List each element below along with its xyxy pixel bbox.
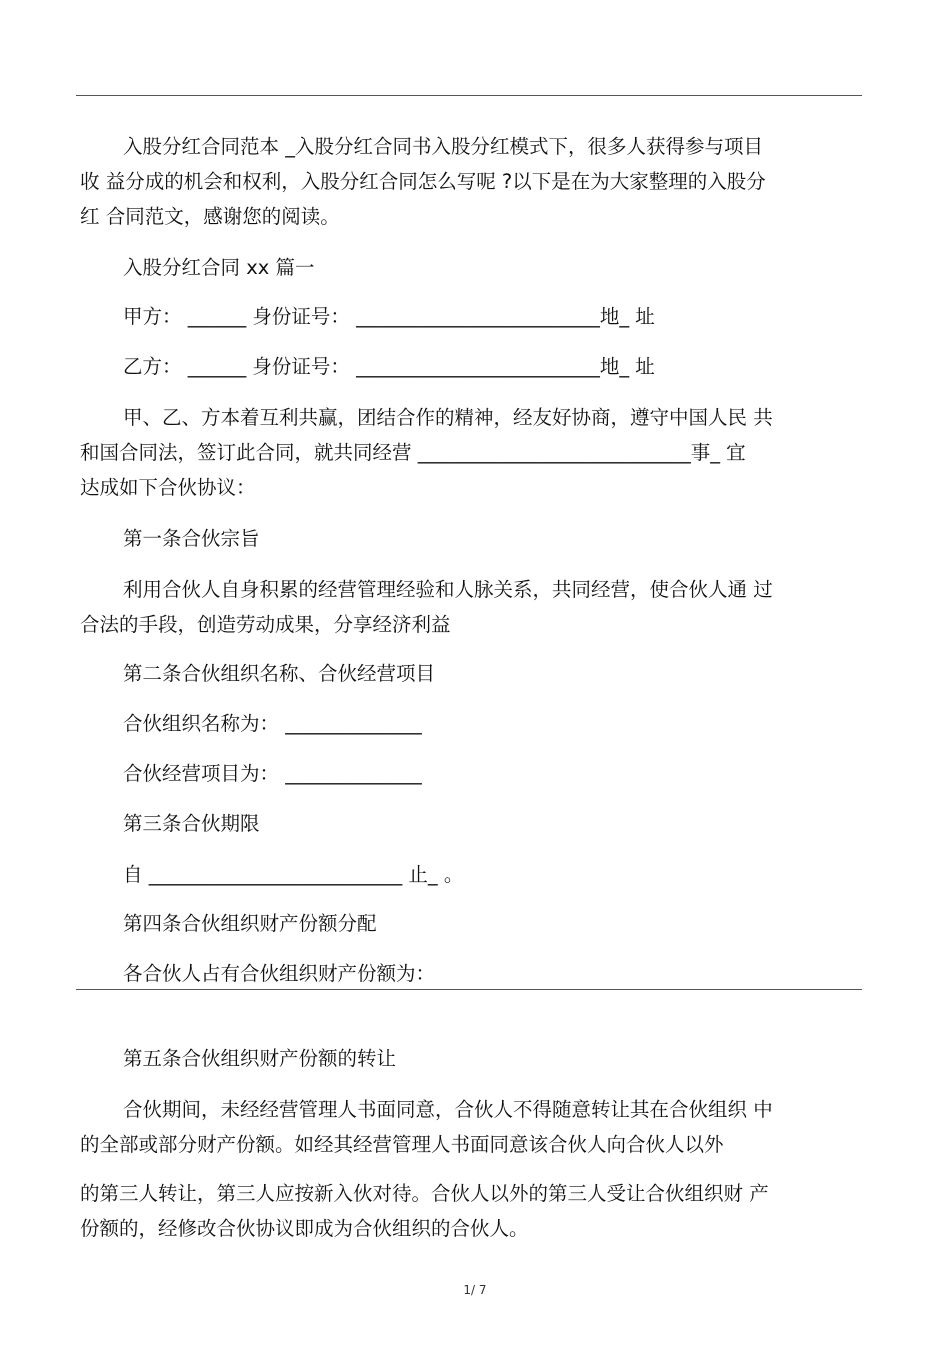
text-line: 的全部或部分财产份额。如经其经营管理人书面同意该合伙人向合伙人以外 <box>80 1133 724 1156</box>
article-heading: 第一条合伙宗旨 <box>123 527 260 550</box>
text-line: 甲、乙、方本着互利共赢，团结合作的精神，经友好协商，遵守中国人民 共 <box>123 406 773 429</box>
text-line: 和国合同法，签订此合同，就共同经营 ____________________________事_ 宜 <box>80 441 746 464</box>
article-heading: 第二条合伙组织名称、合伙经营项目 <box>123 662 436 685</box>
text-line: 红 合同范文，感谢您的阅读。 <box>80 205 340 228</box>
header-rule <box>76 95 862 96</box>
text-line: 合法的手段，创造劳动成果，分享经济利益 <box>80 613 451 636</box>
article-heading: 第四条合伙组织财产份额分配 <box>123 912 377 935</box>
article-heading: 第五条合伙组织财产份额的转让 <box>123 1047 397 1070</box>
section-rule <box>76 989 862 990</box>
party-a-line: 甲方： ______ 身份证号： _________________________地_ 址 <box>123 305 655 328</box>
text-line: 达成如下合伙协议： <box>80 476 256 499</box>
text-line: 入股分红合同范本 _入股分红合同书入股分红模式下，很多人获得参与项目 <box>123 135 763 158</box>
text-line: 合伙经营项目为： ______________ <box>123 762 422 785</box>
section-title: 入股分红合同 xx 篇一 <box>123 256 315 279</box>
text-line: 利用合伙人自身积累的经营管理经验和人脉关系，共同经营，使合伙人通 过 <box>123 578 773 601</box>
article-heading: 第三条合伙期限 <box>123 812 260 835</box>
text-line: 的第三人转让，第三人应按新入伙对待。合伙人以外的第三人受让合伙组织财 产 <box>80 1182 769 1205</box>
party-b-line: 乙方： ______ 身份证号： _________________________地_ 址 <box>123 355 655 378</box>
text-line: 各合伙人占有合伙组织财产份额为： <box>123 962 436 985</box>
page-number: 1/ 7 <box>463 1283 487 1297</box>
text-line: 份额的，经修改合伙协议即成为合伙组织的合伙人。 <box>80 1217 529 1240</box>
text-line: 合伙期间，未经经营管理人书面同意，合伙人不得随意转让其在合伙组织 中 <box>123 1098 773 1121</box>
text-line: 合伙组织名称为： ______________ <box>123 712 422 735</box>
text-line: 自 __________________________ 止_ 。 <box>123 863 464 886</box>
text-line: 收 益分成的机会和权利，入股分红合同怎么写呢 ?以下是在为大家整理的入股分 <box>80 170 766 193</box>
